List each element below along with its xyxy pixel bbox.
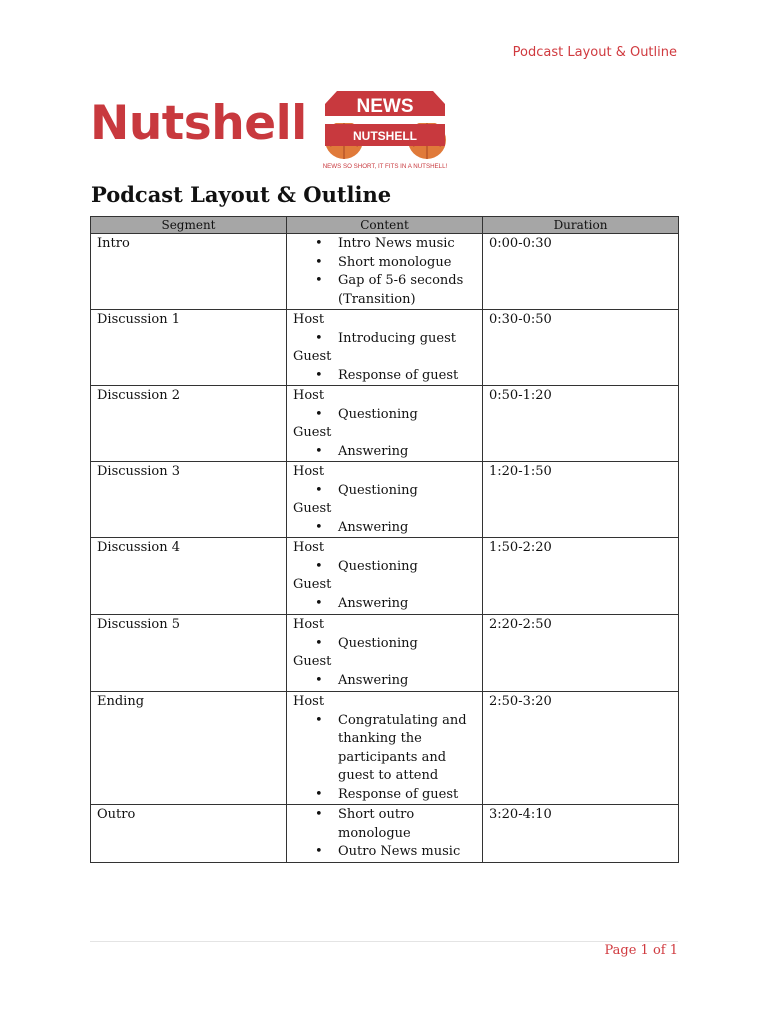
column-header-content: Content [287,217,483,234]
speaker-role: Host [293,312,325,327]
list-item [293,235,476,254]
content-cell [287,538,483,615]
list-item-text: Response of guest [338,367,459,383]
content-list [293,672,476,691]
list-item [293,330,476,349]
duration-cell: 2:50-3:20 [483,692,679,805]
content-list [293,635,476,654]
segment-cell: Discussion 4 [91,538,287,615]
speaker-role: Guest [293,425,332,440]
speaker-role: Guest [293,501,332,516]
speaker-role: Host [293,694,325,709]
speaker-role: Host [293,540,325,555]
segment-cell: Ending [91,692,287,805]
bullet-icon: • [315,406,323,422]
duration-cell: 3:20-4:10 [483,805,679,863]
list-item [293,672,476,691]
list-item [293,519,476,538]
list-item [293,712,476,786]
speaker-role: Guest [293,577,332,592]
segment-cell: Discussion 5 [91,615,287,692]
logo-banner-text: NUTSHELL [353,129,417,143]
bullet-icon: • [315,786,323,802]
logo-graphic [322,88,448,180]
speaker-role: Guest [293,654,332,669]
bullet-icon: • [315,367,323,383]
content-cell [287,386,483,462]
table-row [91,462,679,538]
content-list [293,367,476,386]
table-header-row [91,217,679,234]
document-title: Podcast Layout & Outline [91,182,392,207]
content-list [293,595,476,614]
list-item-text: Answering [338,672,409,688]
list-item [293,482,476,501]
list-item [293,806,476,843]
content-list [293,443,476,462]
list-item-text: Questioning [338,482,418,498]
list-item-text: Questioning [338,406,418,422]
duration-cell: 2:20-2:50 [483,615,679,692]
bullet-icon: • [315,443,323,459]
content-list [293,558,476,577]
duration-cell: 0:30-0:50 [483,310,679,386]
list-item-text: Short monologue [338,254,452,270]
list-item [293,558,476,577]
bullet-icon: • [315,635,323,651]
table-row [91,615,679,692]
duration-cell: 0:50-1:20 [483,386,679,462]
list-item [293,272,476,309]
table-row [91,538,679,615]
content-list [293,235,476,309]
list-item [293,406,476,425]
bullet-icon: • [315,254,323,270]
running-header: Podcast Layout & Outline [512,45,677,60]
nutshell-news-logo [322,88,448,180]
content-cell [287,692,483,805]
list-item [293,635,476,654]
list-item-text: Answering [338,595,409,611]
page-number: Page 1 of 1 [604,943,678,958]
segment-cell: Discussion 1 [91,310,287,386]
duration-cell: 1:50-2:20 [483,538,679,615]
bullet-icon: • [315,273,323,288]
table-body [91,234,679,863]
footer-divider [90,941,678,942]
logo-tagline: NEWS SO SHORT, IT FITS IN A NUTSHELL! [322,163,448,170]
content-list [293,519,476,538]
list-item-text: Answering [338,443,409,459]
list-item [293,843,476,862]
list-item-text: Outro News music [338,844,461,859]
table-row [91,310,679,386]
list-item-text: Short outro monologue [338,807,415,841]
content-list [293,406,476,425]
bullet-icon: • [315,595,323,611]
list-item-text: Introducing guest [338,330,457,346]
content-list [293,482,476,501]
bullet-icon: • [315,558,323,574]
table-row [91,386,679,462]
speaker-role: Guest [293,349,332,364]
segment-cell: Discussion 2 [91,386,287,462]
segment-cell: Outro [91,805,287,863]
list-item [293,595,476,614]
list-item-text: Questioning [338,635,418,651]
column-header-duration: Duration [483,217,679,234]
content-list [293,806,476,862]
segment-cell: Discussion 3 [91,462,287,538]
table-row [91,692,679,805]
speaker-role: Host [293,388,325,403]
bullet-icon: • [315,672,323,688]
list-item-text: Gap of 5-6 seconds (Transition) [338,273,464,307]
brand-wordmark: Nutshell [90,96,307,151]
table-row [91,805,679,863]
list-item-text: Intro News music [338,236,455,251]
bullet-icon: • [315,712,323,728]
list-item-text: Questioning [338,558,418,574]
list-item [293,443,476,462]
bullet-icon: • [315,844,323,859]
list-item [293,367,476,386]
bullet-icon: • [315,807,323,822]
bullet-icon: • [315,482,323,498]
speaker-role: Host [293,464,325,479]
bullet-icon: • [315,236,323,251]
list-item [293,254,476,273]
content-cell [287,615,483,692]
duration-cell: 1:20-1:50 [483,462,679,538]
outline-table [90,216,679,863]
list-item-text: Answering [338,519,409,535]
bullet-icon: • [315,330,323,346]
content-cell [287,310,483,386]
duration-cell: 0:00-0:30 [483,234,679,310]
content-cell [287,805,483,863]
table-row [91,234,679,310]
list-item [293,786,476,805]
segment-cell: Intro [91,234,287,310]
list-item-text: Congratulating and thanking the participants and guest to attend [338,712,467,783]
content-list [293,712,476,805]
list-item-text: Response of guest [338,786,459,802]
column-header-segment: Segment [91,217,287,234]
content-cell [287,462,483,538]
content-cell [287,234,483,310]
speaker-role: Host [293,617,325,632]
content-list [293,330,476,349]
bullet-icon: • [315,519,323,535]
logo-top-text: NEWS [356,96,414,117]
